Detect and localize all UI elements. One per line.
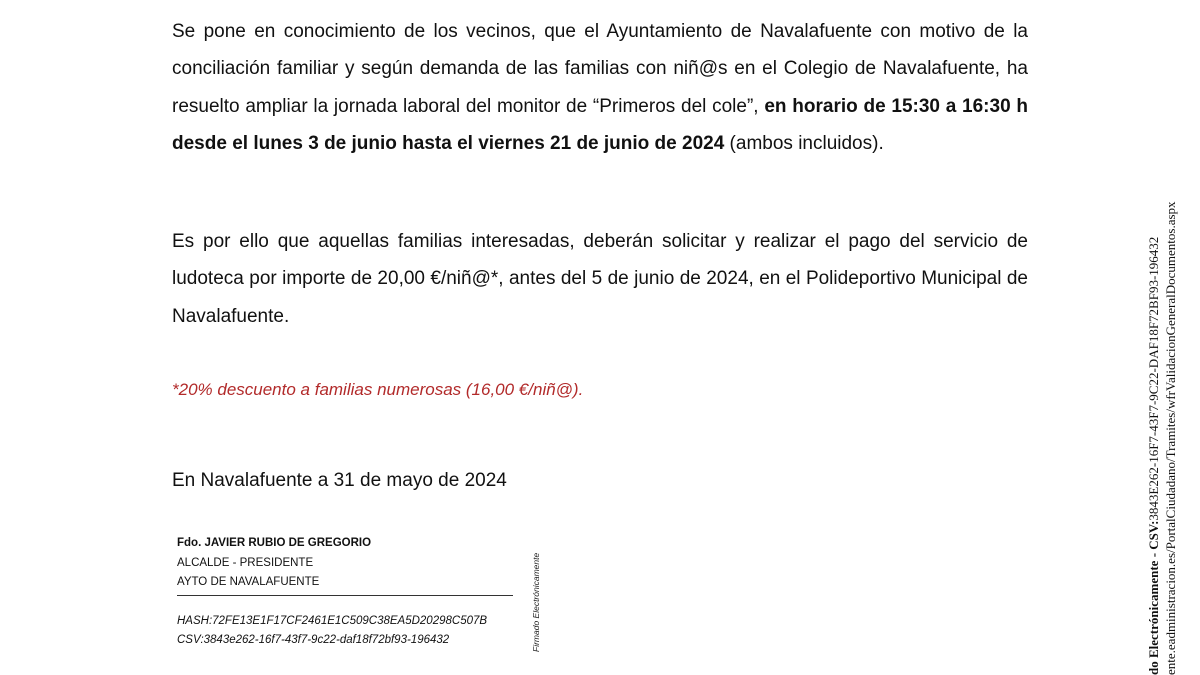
signer-role: ALCALDE - PRESIDENTE xyxy=(177,556,314,569)
side-csv-line xyxy=(1146,237,1162,675)
side-validation-url: ente.eadministracion.es/PortalCiudadano/Tramites/wfrValidacionGeneralDocumentos.aspx xyxy=(1163,201,1178,675)
side-csv-label: do Electrónicamente - CSV: xyxy=(1146,520,1161,675)
signature-divider xyxy=(177,595,513,596)
notice-paragraph-1 xyxy=(172,13,1028,162)
notice-paragraph-2: Es por ello que aquellas familias interesadas, deberán solicitar y realizar el pago del servicio de ludoteca por importe de 20,00 €/niñ@*, antes del 5 de junio de 2024, en el Polideportivo Municipal de Navalafuente. xyxy=(172,231,1028,327)
side-csv-code: 3843E262-16F7-43F7-9C22-DAF18F72BF93-196432 xyxy=(1146,236,1161,521)
paragraph-1-text-b: (ambos incluidos). xyxy=(724,132,884,154)
discount-note: *20% descuento a familias numerosas (16,00 €/niñ@). xyxy=(172,380,584,399)
signature-csv: CSV:3843e262-16f7-43f7-9c22-daf18f72bf93-196432 xyxy=(177,634,450,647)
paragraph-1-schedule: en horario de 15:30 a 16:30 h desde el lunes 3 de junio hasta el viernes 21 de junio de 2024 xyxy=(172,95,1028,154)
place-date: En Navalafuente a 31 de mayo de 2024 xyxy=(172,470,507,491)
electronic-signature-stamp: Firmado Electrónicamente xyxy=(531,552,541,652)
signer-organization: AYTO DE NAVALAFUENTE xyxy=(177,576,320,589)
signer-name: Fdo. JAVIER RUBIO DE GREGORIO xyxy=(177,537,372,549)
signature-block xyxy=(177,534,513,651)
signature-hash: HASH:72FE13E1F17CF2461E1C509C38EA5D20298C507B xyxy=(177,614,488,627)
paragraph-1-text-a: Se pone en conocimiento de los vecinos, que el Ayuntamiento de Navalafuente con motivo de la conciliación familiar y según demanda de las familias con niñ@s en el Colegio de Navalafuente, ha resuelto ampliar la jornada laboral del monitor de “Primeros del cole”, xyxy=(172,21,1028,117)
